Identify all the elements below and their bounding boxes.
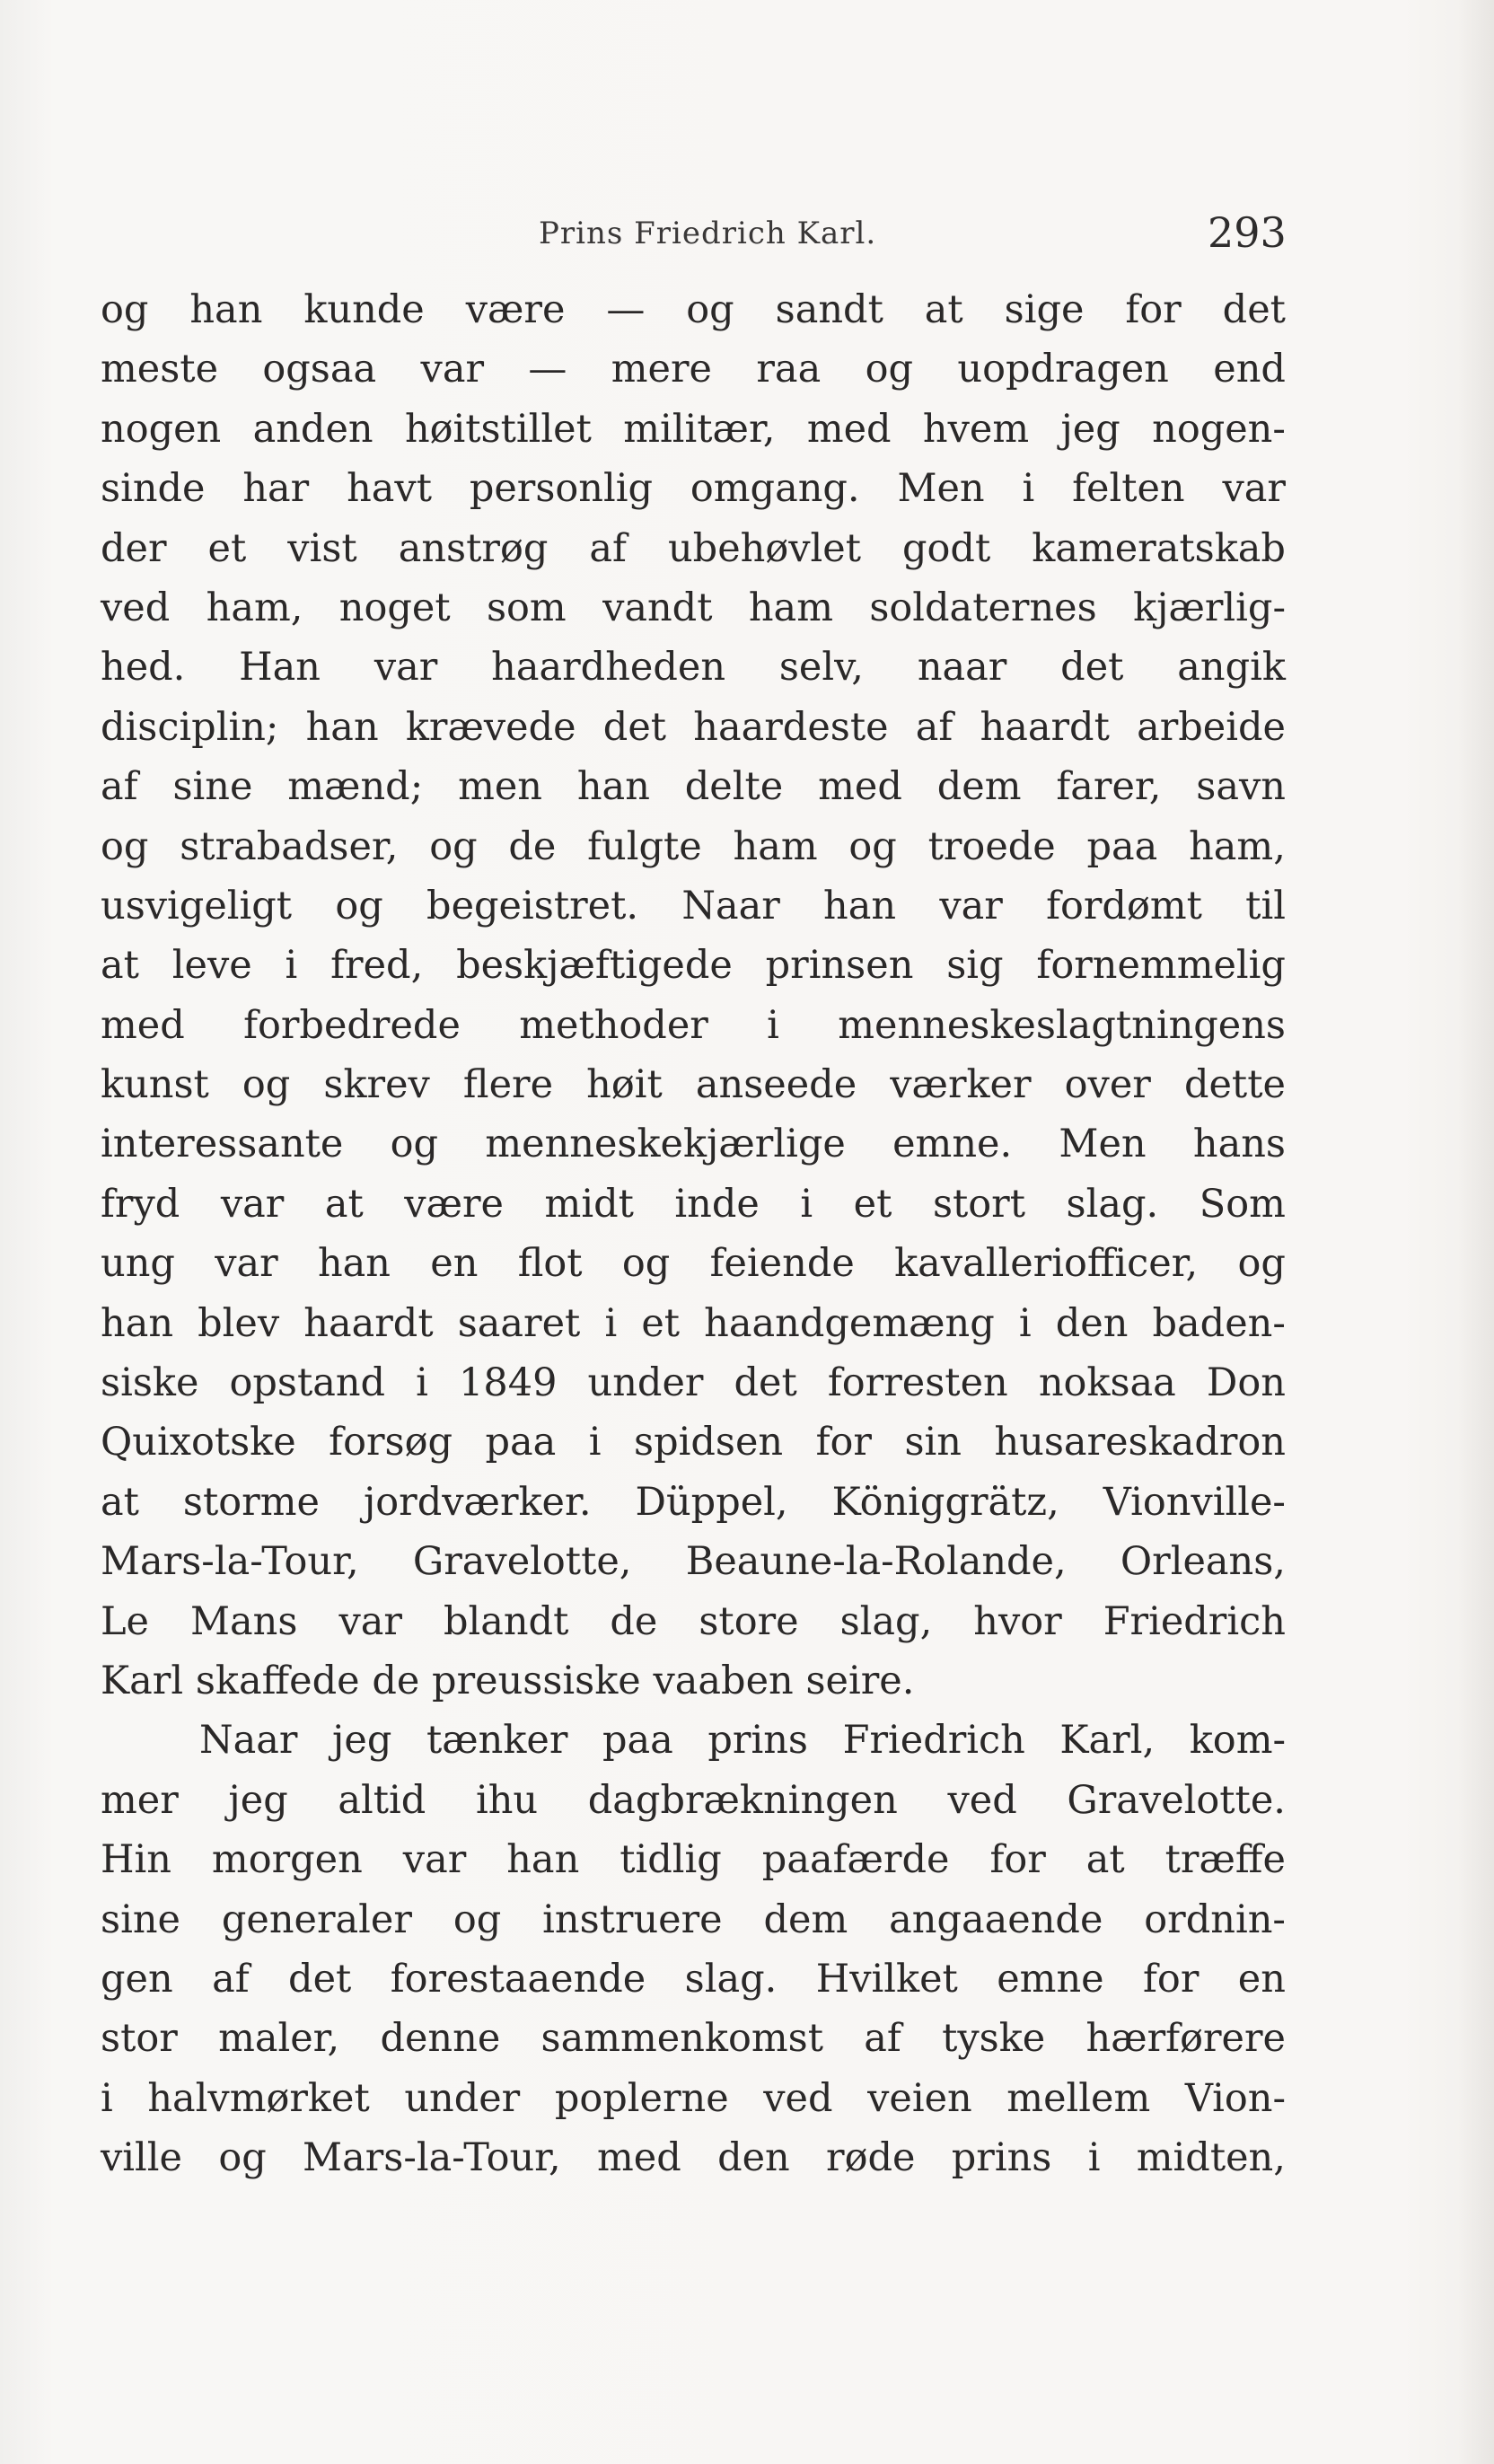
- word: det: [602, 704, 667, 750]
- word: veien: [867, 2075, 972, 2121]
- word: for: [1143, 1956, 1200, 2002]
- word: fred,: [330, 943, 424, 989]
- word: paafærde: [761, 1837, 950, 1883]
- word: der: [101, 525, 167, 571]
- word: at: [924, 287, 963, 332]
- word: og: [101, 823, 149, 869]
- word: hærførere: [1085, 2016, 1286, 2062]
- word: vist: [287, 525, 357, 571]
- word: hvem: [922, 406, 1030, 452]
- word: mer: [101, 1777, 179, 1823]
- word: selv,: [778, 645, 864, 691]
- word: Don: [1206, 1360, 1286, 1406]
- word: og: [1237, 1241, 1286, 1287]
- word: det: [1060, 645, 1124, 691]
- page-header: [0, 208, 1494, 262]
- word: methoder: [519, 1002, 708, 1048]
- word: og: [101, 287, 149, 332]
- word: denne: [380, 2016, 501, 2062]
- word: haandgemæng: [704, 1300, 995, 1346]
- word: Friedrich: [1103, 1598, 1286, 1644]
- word: en: [430, 1241, 479, 1287]
- text-line: [101, 1592, 1286, 1651]
- text-line: [101, 519, 1286, 578]
- text-line: [101, 1055, 1286, 1114]
- word: i: [1018, 1300, 1032, 1346]
- word: slag,: [839, 1598, 933, 1644]
- word: i: [101, 2075, 113, 2121]
- word: opstand: [229, 1360, 386, 1406]
- word: ham,: [1189, 823, 1286, 869]
- word: siske: [101, 1360, 199, 1406]
- page-edge-shadow: [1458, 0, 1494, 2464]
- word: de: [610, 1598, 658, 1644]
- word: over: [1064, 1062, 1151, 1108]
- text-line: [101, 1412, 1286, 1472]
- text-line: [101, 1473, 1286, 1532]
- word: blandt: [443, 1598, 569, 1644]
- text-line: [101, 339, 1286, 399]
- text-line: [101, 996, 1286, 1055]
- word: maler,: [218, 2016, 340, 2062]
- word: Hvilket: [815, 1956, 958, 2002]
- word: af: [212, 1956, 250, 2002]
- word: af: [864, 2016, 901, 2062]
- word: Mans: [190, 1598, 298, 1644]
- word: menneskekjærlige: [485, 1122, 846, 1167]
- word: personlig: [469, 466, 654, 512]
- word: træffe: [1164, 1837, 1286, 1883]
- word: ogsaa: [262, 347, 377, 392]
- word: Beaune-la-Rolande,: [685, 1539, 1067, 1585]
- running-title: Prins Friedrich Karl.: [539, 216, 877, 251]
- word: haardt: [980, 704, 1110, 750]
- word: mellem: [1006, 2075, 1151, 2121]
- word: emne: [997, 1956, 1104, 2002]
- word: skrev: [323, 1062, 430, 1108]
- word: anden: [252, 406, 374, 452]
- word: at: [324, 1181, 364, 1227]
- word: uopdragen: [957, 347, 1169, 392]
- word: var: [939, 883, 1003, 928]
- word: preussiske: [432, 1658, 641, 1703]
- word: Men: [897, 466, 985, 512]
- word: for: [815, 1420, 872, 1465]
- word: sine: [172, 764, 253, 810]
- word: det: [288, 1956, 352, 2002]
- word: skaffede: [195, 1658, 360, 1703]
- word: han: [576, 764, 650, 810]
- word: var: [220, 1181, 285, 1227]
- page-number: 293: [1208, 208, 1287, 257]
- word: for: [989, 1837, 1046, 1883]
- word: i: [416, 1360, 428, 1406]
- word: storme: [182, 1479, 320, 1525]
- word: sige: [1004, 287, 1085, 332]
- text-line: [101, 1175, 1286, 1234]
- text-line: [101, 1830, 1286, 1889]
- word: fordømt: [1046, 883, 1202, 928]
- text-line: [101, 1532, 1286, 1591]
- word: men: [458, 764, 542, 810]
- word: savn: [1196, 764, 1286, 810]
- word: ved: [763, 2075, 833, 2121]
- word: ved: [947, 1777, 1017, 1823]
- text-line: [101, 1294, 1286, 1353]
- word: farer,: [1056, 764, 1162, 810]
- word: de: [508, 823, 557, 869]
- word: Karl,: [1059, 1718, 1156, 1764]
- word: sig: [946, 943, 1004, 989]
- word: han: [823, 883, 897, 928]
- text-line: [101, 1771, 1286, 1830]
- word: disciplin;: [101, 704, 279, 750]
- word: nogen-: [1152, 406, 1286, 452]
- text-line: [101, 400, 1286, 459]
- word: arbeide: [1137, 704, 1286, 750]
- word: inde: [674, 1181, 760, 1227]
- word: stort: [932, 1181, 1026, 1227]
- word: Karl: [101, 1658, 184, 1703]
- word: fornemmelig: [1036, 943, 1286, 989]
- word: kom-: [1189, 1718, 1286, 1764]
- word: meste: [101, 347, 219, 392]
- word: tidlig: [620, 1837, 722, 1883]
- word: at: [1085, 1837, 1125, 1883]
- word: gen: [101, 1956, 173, 2002]
- text-line: [101, 2128, 1286, 2187]
- word: Orleans,: [1120, 1539, 1286, 1585]
- word: Naar: [681, 883, 780, 928]
- word: under: [404, 2075, 521, 2121]
- word: dagbrækningen: [587, 1777, 898, 1823]
- word: hans: [1192, 1122, 1286, 1167]
- word: menneskeslagtningens: [838, 1002, 1286, 1048]
- word: stor: [101, 2016, 178, 2062]
- text-line: [101, 1234, 1286, 1293]
- word: generaler: [221, 1896, 412, 1942]
- word: var: [215, 1241, 278, 1287]
- text-line: [101, 2009, 1286, 2068]
- word: med: [101, 1002, 185, 1048]
- word: tænker: [426, 1718, 568, 1764]
- word: og: [621, 1241, 671, 1287]
- word: havt: [347, 466, 432, 512]
- word: dem: [763, 1896, 848, 1942]
- word: krævede: [405, 704, 576, 750]
- text-line: [101, 876, 1286, 936]
- word: det: [734, 1360, 797, 1406]
- word: haardt: [303, 1300, 434, 1346]
- word: være: [465, 287, 566, 332]
- word: prinsen: [765, 943, 914, 989]
- word: af: [915, 704, 954, 750]
- word: emne.: [892, 1122, 1013, 1167]
- word: i: [1022, 466, 1035, 512]
- word: og: [390, 1122, 439, 1167]
- text-line: [101, 936, 1286, 995]
- word: vaaben: [653, 1658, 794, 1703]
- word: sine: [101, 1896, 180, 1942]
- text-line: [101, 1949, 1286, 2009]
- word: paa: [485, 1420, 557, 1465]
- word: 1849: [459, 1360, 558, 1406]
- word: altid: [338, 1777, 426, 1823]
- word: forresten: [827, 1360, 1008, 1406]
- text-line: [101, 698, 1286, 757]
- text-line: [101, 1651, 1286, 1711]
- word: i: [604, 1300, 618, 1346]
- word: til: [1245, 883, 1286, 928]
- word: raa: [756, 347, 822, 392]
- word: og: [686, 287, 734, 332]
- word: det: [1222, 287, 1286, 332]
- word: ubehøvlet: [667, 525, 861, 571]
- word: fulgte: [587, 823, 702, 869]
- word: høitstillet: [404, 406, 592, 452]
- word: Königgrätz,: [831, 1479, 1059, 1525]
- word: prins: [951, 2135, 1052, 2181]
- word: mere: [611, 347, 712, 392]
- word: kameratskab: [1032, 525, 1286, 571]
- word: og: [848, 823, 897, 869]
- word: den: [717, 2135, 790, 2181]
- word: af: [589, 525, 627, 571]
- word: Düppel,: [635, 1479, 788, 1525]
- word: omgang.: [690, 466, 860, 512]
- word: i: [285, 943, 298, 989]
- word: leve: [171, 943, 252, 989]
- word: ved: [101, 585, 171, 630]
- word: Gravelotte.: [1067, 1777, 1286, 1823]
- word: sammenkomst: [540, 2016, 823, 2062]
- word: flot: [517, 1241, 583, 1287]
- word: har: [242, 466, 310, 512]
- word: midten,: [1136, 2135, 1286, 2181]
- word: Gravelotte,: [412, 1539, 632, 1585]
- word: halvmørket: [147, 2075, 370, 2121]
- text-line: [101, 1114, 1286, 1174]
- word: et: [207, 525, 247, 571]
- word: jeg: [228, 1777, 288, 1823]
- word: spidsen: [634, 1420, 784, 1465]
- word: med: [597, 2135, 681, 2181]
- word: høit: [586, 1062, 663, 1108]
- word: kavalleriofficer,: [894, 1241, 1199, 1287]
- text-line: [101, 459, 1286, 518]
- word: de: [372, 1658, 420, 1703]
- word: Hin: [101, 1837, 171, 1883]
- word: en: [1237, 1956, 1286, 2002]
- word: sinde: [101, 466, 206, 512]
- text-line: [101, 757, 1286, 816]
- body-text: [101, 280, 1286, 2188]
- word: Le: [101, 1598, 150, 1644]
- word: forsøg: [329, 1420, 453, 1465]
- word: og: [242, 1062, 291, 1108]
- text-line: [101, 817, 1286, 876]
- word: strabadser,: [180, 823, 399, 869]
- word: kunde: [303, 287, 425, 332]
- word: kjærlig-: [1133, 585, 1286, 630]
- word: saaret: [457, 1300, 581, 1346]
- word: var: [338, 1598, 402, 1644]
- word: felten: [1072, 466, 1185, 512]
- word: Som: [1199, 1181, 1286, 1227]
- word: end: [1213, 347, 1286, 392]
- word: anseede: [695, 1062, 857, 1108]
- word: han: [317, 1241, 391, 1287]
- word: og: [429, 823, 478, 869]
- word: var: [402, 1837, 467, 1883]
- word: i: [1087, 2135, 1101, 2181]
- word: ihu: [475, 1777, 539, 1823]
- word: og: [865, 347, 913, 392]
- word: instruere: [542, 1896, 723, 1942]
- word: med: [818, 764, 902, 810]
- word: Vionville-: [1103, 1479, 1286, 1525]
- word: naar: [917, 645, 1007, 691]
- word: han: [506, 1837, 580, 1883]
- word: paa: [1086, 823, 1158, 869]
- word: Men: [1059, 1122, 1147, 1167]
- word: og: [335, 883, 383, 928]
- word: angik: [1177, 645, 1286, 691]
- word: noksaa: [1038, 1360, 1176, 1406]
- word: seire.: [805, 1658, 915, 1703]
- word: et: [853, 1181, 892, 1227]
- word: prins: [707, 1718, 809, 1764]
- word: baden-: [1152, 1300, 1286, 1346]
- word: hvor: [973, 1598, 1062, 1644]
- word: var: [1222, 466, 1286, 512]
- word: —: [528, 347, 567, 392]
- word: og: [453, 1896, 502, 1942]
- word: Mars-la-Tour,: [303, 2135, 561, 2181]
- word: begeistret.: [426, 883, 639, 928]
- word: værker: [890, 1062, 1032, 1108]
- word: var: [374, 645, 438, 691]
- word: morgen: [211, 1837, 363, 1883]
- word: slag.: [684, 1956, 778, 2002]
- word: —: [606, 287, 646, 332]
- word: troede: [927, 823, 1056, 869]
- word: blev: [198, 1300, 280, 1346]
- word: anstrøg: [398, 525, 549, 571]
- word: vandt: [602, 585, 713, 630]
- word: interessante: [101, 1122, 344, 1167]
- word: af: [101, 764, 138, 810]
- word: med: [806, 406, 892, 452]
- word: i: [767, 1002, 779, 1048]
- word: ordnin-: [1144, 1896, 1286, 1942]
- word: var: [420, 347, 485, 392]
- word: dem: [936, 764, 1022, 810]
- text-line: [101, 578, 1286, 638]
- word: Han: [239, 645, 321, 691]
- word: som: [486, 585, 567, 630]
- word: angaaende: [889, 1896, 1103, 1942]
- word: beskjæftigede: [456, 943, 733, 989]
- word: paa: [602, 1718, 673, 1764]
- word: forbedrede: [243, 1002, 461, 1048]
- word: at: [101, 1479, 139, 1525]
- word: den: [1055, 1300, 1129, 1346]
- word: flere: [462, 1062, 554, 1108]
- word: for: [1125, 287, 1182, 332]
- word: hed.: [101, 645, 186, 691]
- word: i: [588, 1420, 602, 1465]
- word: røde: [826, 2135, 916, 2181]
- word: jeg: [1060, 406, 1120, 452]
- word: i: [800, 1181, 813, 1227]
- word: at: [101, 943, 139, 989]
- word: dette: [1183, 1062, 1286, 1108]
- word: ville: [101, 2135, 182, 2181]
- word: slag.: [1066, 1181, 1159, 1227]
- word: fryd: [101, 1181, 180, 1227]
- word: ham: [733, 823, 818, 869]
- word: jordværker.: [363, 1479, 592, 1525]
- word: store: [699, 1598, 799, 1644]
- word: ham: [748, 585, 833, 630]
- word: poplerne: [554, 2075, 729, 2121]
- word: mænd;: [287, 764, 424, 810]
- text-line: [101, 1890, 1286, 1949]
- word: militær,: [623, 406, 776, 452]
- word: ung: [101, 1241, 175, 1287]
- word: delte: [684, 764, 784, 810]
- text-line: [101, 1353, 1286, 1412]
- word: tyske: [942, 2016, 1046, 2062]
- word: husareskadron: [994, 1420, 1286, 1465]
- text-line: [101, 2069, 1286, 2128]
- word: han: [189, 287, 263, 332]
- word: forestaaende: [390, 1956, 646, 2002]
- word: Friedrich: [842, 1718, 1025, 1764]
- word: sin: [904, 1420, 962, 1465]
- word: haardheden: [491, 645, 726, 691]
- word: haardeste: [693, 704, 889, 750]
- word: jeg: [332, 1718, 392, 1764]
- word: og: [218, 2135, 267, 2181]
- word: han: [101, 1300, 174, 1346]
- word: soldaternes: [869, 585, 1097, 630]
- word: feiende: [709, 1241, 855, 1287]
- word: kunst: [101, 1062, 209, 1108]
- word: midt: [544, 1181, 634, 1227]
- word: et: [641, 1300, 681, 1346]
- word: være: [404, 1181, 505, 1227]
- text-line: [101, 638, 1286, 697]
- word: noget: [338, 585, 451, 630]
- word: han: [305, 704, 379, 750]
- word: Vion-: [1184, 2075, 1286, 2121]
- text-line: [101, 1711, 1286, 1770]
- word: godt: [902, 525, 991, 571]
- word: Mars-la-Tour,: [101, 1539, 359, 1585]
- word: nogen: [101, 406, 222, 452]
- word: Naar: [199, 1718, 298, 1764]
- word: Quixotske: [101, 1420, 296, 1465]
- word: sandt: [775, 287, 883, 332]
- text-line: [101, 280, 1286, 339]
- word: usvigeligt: [101, 883, 293, 928]
- word: under: [587, 1360, 704, 1406]
- word: ham,: [206, 585, 303, 630]
